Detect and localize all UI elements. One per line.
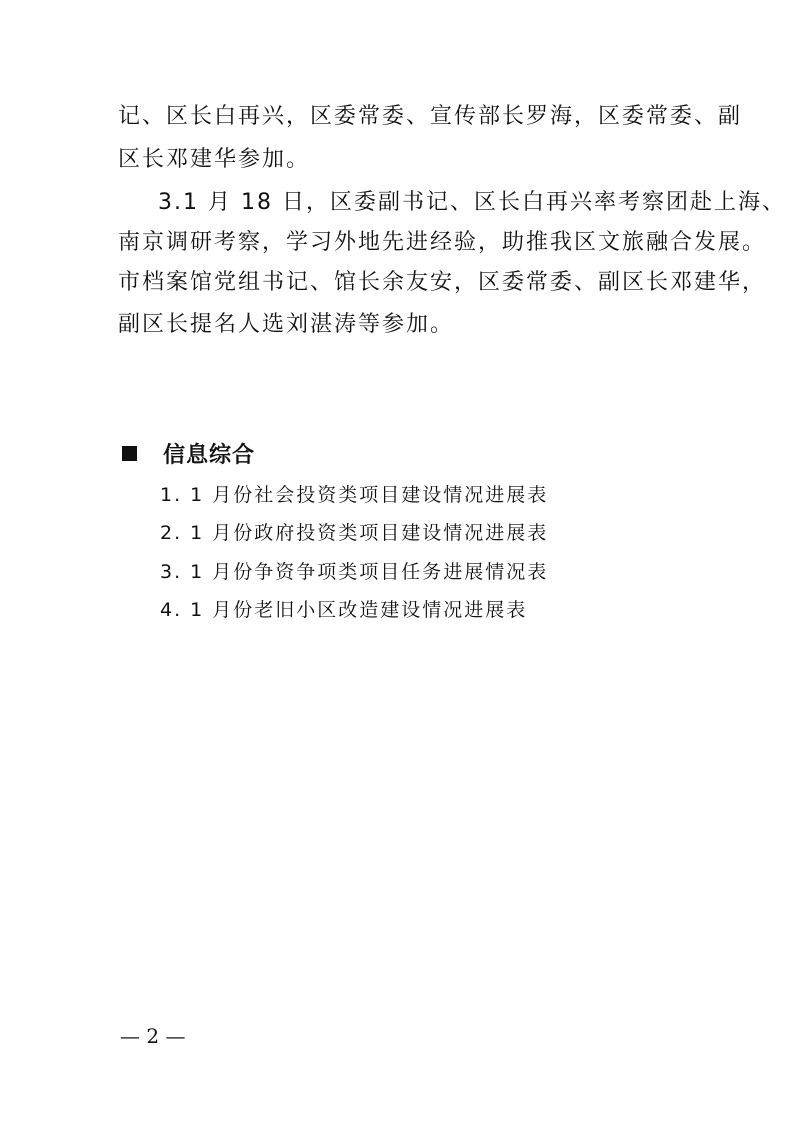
page-number: — 2 —: [120, 1024, 186, 1048]
paragraph-line: 副区长提名人选刘湛涛等参加。: [118, 312, 455, 337]
black-square-icon: [122, 446, 137, 461]
paragraph-line: 区长邓建华参加。: [118, 147, 311, 172]
paragraph-line: 市档案馆党组书记、馆长余友安，区委常委、副区长邓建华，: [118, 270, 767, 295]
paragraph-line: 3.1 月 18 日，区委副书记、区长白再兴率考察团赴上海、: [158, 190, 786, 215]
paragraph-line: 南京调研考察，学习外地先进经验，助推我区文旅融合发展。: [118, 230, 767, 255]
list-item: 2. 1 月份政府投资类项目建设情况进展表: [160, 522, 549, 544]
section-title: 信息综合: [163, 442, 256, 468]
section-heading: [122, 438, 255, 468]
list-item: 1. 1 月份社会投资类项目建设情况进展表: [160, 484, 549, 506]
list-item: 3. 1 月份争资争项类项目任务进展情况表: [160, 561, 549, 583]
paragraph-line: 记、区长白再兴，区委常委、宣传部长罗海，区委常委、副: [118, 104, 743, 129]
list-item: 4. 1 月份老旧小区改造建设情况进展表: [160, 599, 528, 621]
